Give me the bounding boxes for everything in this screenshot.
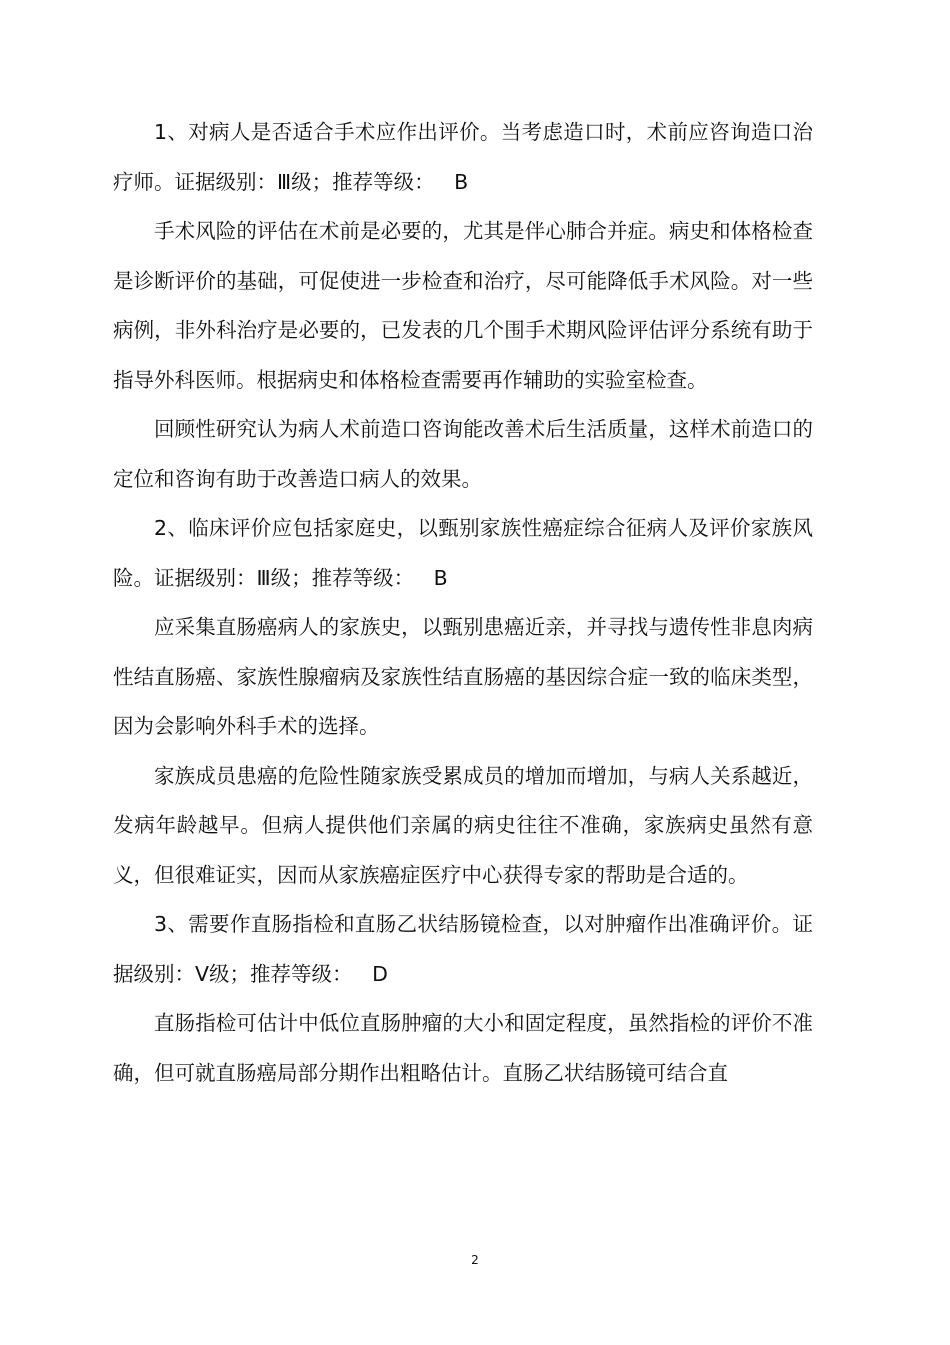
recommendation-2: 2、临床评价应包括家庭史，以甄别家族性癌症综合征病人及评价家族风险。证据级别：Ⅲ级；推荐等级： B <box>113 516 813 590</box>
page-number: 2 <box>471 1253 479 1267</box>
paragraph-digital-exam: 直肠指检可估计中低位直肠肿瘤的大小和固定程度，虽然指检的评价不准确，但可就直肠癌局部分期作出粗略估计。直肠乙状结肠镜可结合直 <box>113 1011 813 1085</box>
recommendation-1: 1、对病人是否适合手术应作出评价。当考虑造口时，术前应咨询造口治疗师。证据级别：Ⅲ级；推荐等级： B <box>113 120 813 194</box>
paragraph-family-risk: 家族成员患癌的危险性随家族受累成员的增加而增加，与病人关系越近，发病年龄越早。但病人提供他们亲属的病史往往不准确，家族病史虽然有意义，但很难证实，因而从家族癌症医疗中心获得专家的帮助是合适的。 <box>113 763 813 887</box>
paragraph-surgical-risk: 手术风险的评估在术前是必要的，尤其是伴心肺合并症。病史和体格检查是诊断评价的基础，可促使进一步检查和治疗，尽可能降低手术风险。对一些病例，非外科治疗是必要的，已发表的几个围手术期风险评估评分系统有助于指导外科医师。根据病史和体格检查需要再作辅助的实验室检查。 <box>113 219 813 392</box>
paragraph-family-history: 应采集直肠癌病人的家族史，以甄别患癌近亲，并寻找与遗传性非息肉病性结直肠癌、家族性腺瘤病及家族性结直肠癌的基因综合症一致的临床类型，因为会影响外科手术的选择。 <box>113 615 813 738</box>
document-body <box>113 108 813 1098</box>
paragraph-stoma-consult: 回顾性研究认为病人术前造口咨询能改善术后生活质量，这样术前造口的定位和咨询有助于改善造口病人的效果。 <box>113 417 813 491</box>
recommendation-3: 3、需要作直肠指检和直肠乙状结肠镜检查，以对肿瘤作出准确评价。证据级别：Ⅴ级；推荐等级： D <box>113 912 813 986</box>
